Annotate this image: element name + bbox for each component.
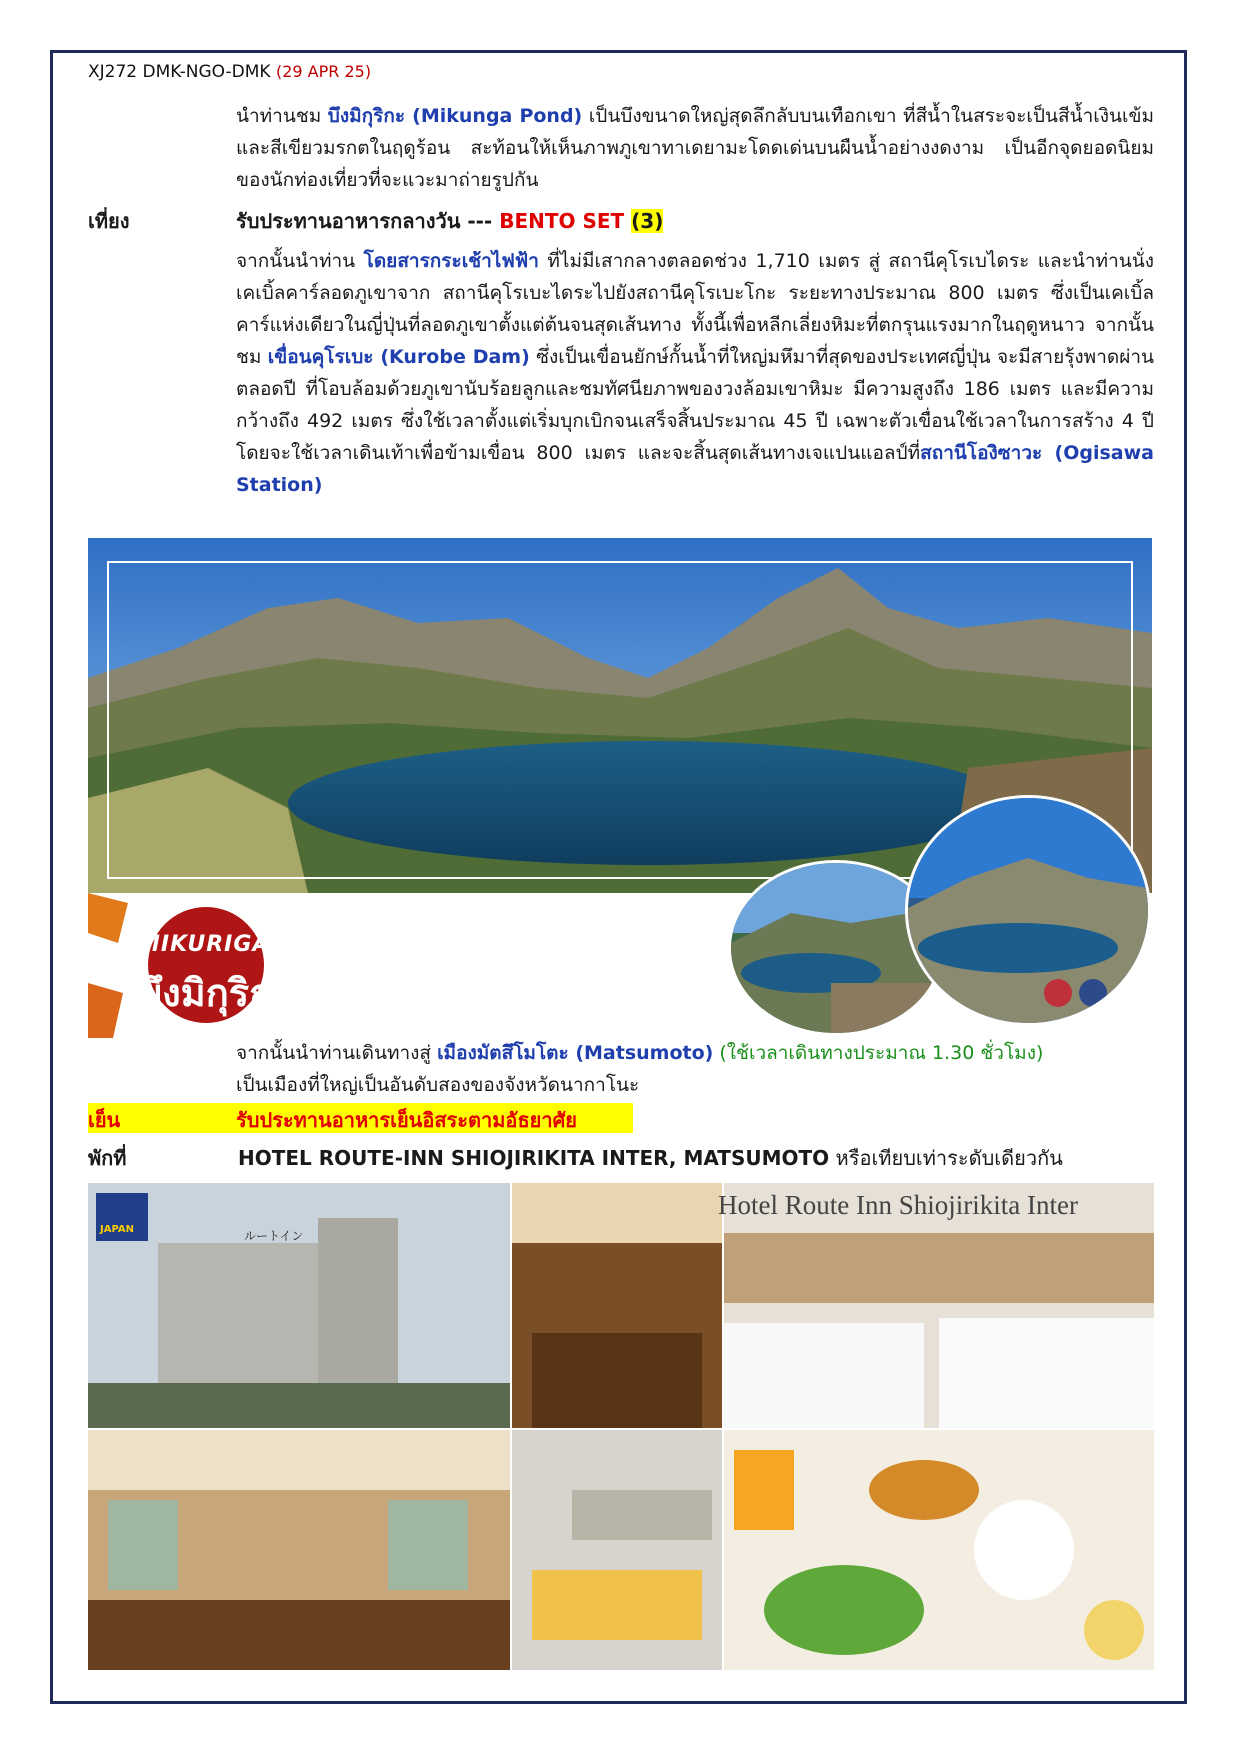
hotel-suffix: หรือเทียบเท่าระดับเดียวกัน [829, 1146, 1063, 1170]
intro-paragraph [236, 100, 1154, 196]
kurobe-dam-highlight: เขื่อนคุโรเบะ (Kurobe Dam) [267, 346, 530, 368]
tour-code: XJ272 DMK-NGO-DMK [88, 62, 271, 82]
hotel-buffet-photo [512, 1430, 722, 1670]
matsumoto-p2: เป็นเมืองที่ใหญ่เป็นอันดับสองของจังหวัดนากาโนะ [236, 1074, 640, 1096]
lunch-text [236, 205, 663, 237]
stay-text [238, 1142, 1063, 1174]
intro-pre: นำท่านชม [236, 105, 328, 127]
intro-post: เป็นบึงขนาดใหญ่สุดลึกลับบนเทือกเขา ที่สีน้ำในสระจะเป็นสีน้ำเงินเข้ม และสีเขียวมรกตในฤดูร้อน สะท้อนให้เห็นภาพภูเขาทาเดยามะโดดเด่นบนผืนน้ำอย่างงดงาม เป็นอีกจุดยอดนิยมของนักท่องเที่ยวที่จะแวะมาถ่ายรูปกัน [236, 105, 1155, 191]
stay-label: พักที่ [88, 1146, 127, 1170]
matsumoto-paragraph [236, 1037, 1154, 1101]
japan-logo: JAPAN [100, 1224, 134, 1235]
matsumoto-time: (ใช้เวลาเดินทางประมาณ 1.30 ชั่วโมง) [713, 1042, 1044, 1064]
kurobe-paragraph [236, 245, 1154, 501]
hotel-sign: ルートイン [244, 1229, 304, 1243]
hotel-name: HOTEL ROUTE-INN SHIOJIRIKITA INTER, MATSUMOTO [238, 1146, 830, 1170]
intro-place: บึงมิกุริกะ (Mikunga Pond) [327, 105, 583, 127]
kurobe-p1: จากนั้นนำท่าน [236, 250, 364, 272]
ropeway-highlight: โดยสารกระเช้าไฟฟ้า [363, 250, 539, 272]
kurobe-p3: ซึ่งเป็นเขื่อนยักษ์กั้นน้ำที่ใหญ่มหึมาที่สุดของประเทศญี่ปุ่น จะมีสายรุ้งพาดผ่านตลอดปี ที่โอบล้อมด้วยภูเขานับร้อยลูกและชมทัศนียภาพของวงล้อมเขาหิมะ มีความสูงถึง 186 เมตร และมีความกว้างถึง 492 เมตร ซึ่งใช้เวลาตั้งแต่เริ่มบุกเบิกจนเสร็จสิ้นประมาณ 45 ปี เฉพาะตัวเขื่อนใช้เวลาในการสร้าง 4 ปี โดยจะใช้เวลาเดินเท้าเพื่อข้ามเขื่อน 800 เมตร และจะสิ้นสุดเส้นทางเจแปนแอลป์ที่ [236, 346, 1155, 464]
hotel-restaurant-photo [88, 1430, 510, 1670]
lunch-desc: รับประทานอาหารกลางวัน --- [236, 209, 500, 233]
tour-date: (29 APR 25) [275, 62, 372, 81]
kurobe-p2: ที่ไม่มีเสากลางตลอดช่วง 1,710 เมตร สู่ สถานีคุโรเบไดระ และนำท่านนั่งเคเบิ้ลคาร์ลอดภูเขาจาก สถานีคุโรเบะไดระไปยังสถานีคุโรเบะโกะ ระยะทางประมาณ 800 เมตร ซึ่งเป็นเคเบิ้ลคาร์แห่งเดียวในญี่ปุ่นที่ลอดภูเขาตั้งแต่ต้นจนสุดเส้นทาง ทั้งนี้เพื่อหลีกเลี่ยงหิมะที่ตกรุนแรงมากในฤดูหนาว จากนั้นชม [236, 250, 1154, 368]
lunch-label: เที่ยง [88, 209, 130, 233]
banner-line2: บึงมิกุริกะ [138, 971, 293, 1015]
hotel-caption: Hotel Route Inn Shiojirikita Inter [718, 1190, 1078, 1220]
header [88, 62, 371, 82]
hotel-exterior-photo [88, 1183, 510, 1428]
dinner-label: เย็น [88, 1108, 121, 1132]
lunch-set: BENTO SET [499, 209, 625, 233]
matsumoto-highlight: เมืองมัตสึโมโตะ (Matsumoto) [437, 1042, 714, 1064]
hotel-breakfast-photo [724, 1430, 1154, 1670]
lunch-num: (3) [631, 209, 664, 233]
hotel-lobby-photo [512, 1183, 722, 1428]
matsumoto-p1: จากนั้นนำท่านเดินทางสู่ [236, 1042, 438, 1064]
dinner-text: รับประทานอาหารเย็นอิสระตามอัธยาศัย [236, 1108, 578, 1132]
pond-inset-photo-2 [905, 795, 1151, 1026]
ogisawa-station-highlight: สถานีโองิซาวะ (Ogisawa Station) [236, 442, 1154, 496]
banner-line1: MIKURIGA·IKE [138, 932, 324, 957]
